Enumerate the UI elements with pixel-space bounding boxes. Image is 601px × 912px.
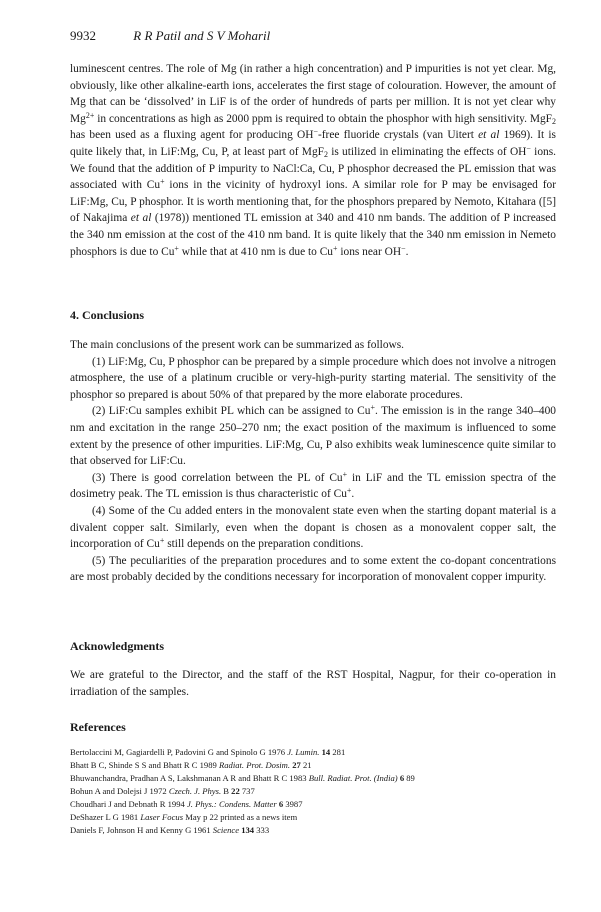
text-run: J. Phys.: Condens. Matter	[186, 799, 277, 809]
text-run: Daniels F, Johnson H and Kenny G 1961	[70, 825, 213, 835]
text-run: (1) LiF:Mg, Cu, P phosphor can be prepared by a simple procedure which does not involve a nitrogen atmosphere, the use of a platinum crucible or very-high-purity starting material. The sensitivity of the phosphor so prepared is about 50% of that prepared by the more elaborate procedures.	[70, 355, 556, 401]
conclusion-item	[70, 503, 556, 553]
text-run: 6	[278, 799, 284, 809]
text-run: .	[351, 488, 355, 501]
conclusion-item	[70, 403, 556, 469]
text-run: 333	[254, 825, 270, 835]
text-run: 21	[300, 760, 312, 770]
running-head-authors: R R Patil and S V Moharil	[133, 28, 271, 43]
text-run: (5) The peculiarities of the preparation procedures and to some extent the co-dopant concentrations are most probably decided by the conditions necessary for incorporation of monovalent copper impurity.	[70, 554, 556, 584]
text-run: in concentrations as high as 2000 ppm is required to obtain the phosphor with high sensitivity. MgF	[94, 112, 553, 125]
text-run: luminescent centres. The role of Mg (in rather a high concentration) and P impurities is not yet clear. Mg, obviously, like other alkaline-earth ions, accelerates the first stage of colouration. However, the amount of Mg that can be ‘dissolved’ in LiF is of the order of hundreds of parts per million. It is not yet clear why Mg	[70, 63, 556, 125]
text-run: while that at 410 nm is due to Cu	[178, 245, 333, 258]
text-run: May p 22 printed as a news item	[183, 812, 298, 822]
text-run: Bull. Radiat. Prot. (India)	[308, 773, 398, 783]
reference-entry	[70, 824, 556, 837]
text-run: . The emission is in the range 340–400 nm and excitation in the range 250–270 nm; the exact position of the maximum is influenced to some extent by the presence of other impurities. LiF:Mg, Cu, P also exhibits weak luminescence quite similar to that observed for LiF:Cu.	[70, 405, 557, 468]
text-run: in LiF and the TL emission spectra of the dosimetry peak. The TL emission is thus characteristic of Cu	[70, 471, 556, 501]
text-run: +	[346, 486, 352, 496]
reference-entry	[70, 759, 556, 772]
text-run: −	[401, 243, 406, 253]
text-run: (3) There is good correlation between the PL of Cu	[92, 471, 343, 484]
text-run: 3987	[283, 799, 303, 809]
text-run: Bertolaccini M, Gagiardelli P, Padovini G and Spinolo G 1976	[70, 747, 288, 757]
text-run: B	[221, 786, 232, 796]
text-run: 2+	[85, 110, 95, 120]
text-run: still depends on the preparation conditions.	[164, 538, 364, 551]
reference-entry	[70, 811, 556, 824]
running-header	[70, 28, 270, 44]
text-run: +	[159, 536, 165, 546]
text-run: +	[174, 243, 179, 253]
conclusion-item	[70, 470, 556, 503]
text-run: et al	[478, 129, 500, 142]
text-run: Radiat. Prot. Dosim.	[218, 760, 291, 770]
text-run: Choudhari J and Debnath R 1994	[70, 799, 187, 809]
text-run: .	[405, 245, 409, 258]
text-run: Czech. J. Phys.	[168, 786, 222, 796]
text-run: ions near OH	[337, 245, 402, 258]
text-run: 14	[321, 747, 331, 757]
intro-paragraph	[70, 61, 556, 260]
reference-entry	[70, 772, 556, 785]
text-run: J. Lumin.	[287, 747, 320, 757]
text-run: +	[342, 469, 348, 479]
text-run: 737	[239, 786, 255, 796]
conclusions-heading: 4. Conclusions	[70, 308, 145, 322]
text-run: 281	[330, 747, 346, 757]
text-run: et al	[130, 212, 152, 225]
text-run: -free fluoride crystals (van Uitert	[317, 129, 479, 142]
text-run: Bohun A and Dolejsi J 1972	[70, 786, 169, 796]
text-run: has been used as a fluxing agent for producing OH	[70, 129, 314, 142]
text-run: +	[333, 243, 338, 253]
reference-entry	[70, 746, 556, 759]
conclusions-body	[70, 337, 556, 586]
conclusion-item	[70, 354, 556, 404]
text-run: 27	[292, 760, 301, 770]
text-run: −	[313, 127, 318, 137]
text-run: Science	[212, 825, 240, 835]
text-run: 2	[552, 116, 556, 126]
text-run: (4) Some of the Cu added enters in the monovalent state even when the starting dopant material is a divalent copper salt. Similarly, even when the dopant is chosen as a monovalent copper salt, the incorporation of Cu	[70, 504, 556, 551]
text-run: DeShazer L G 1981	[70, 812, 141, 822]
acknowledgments-heading: Acknowledgments	[70, 639, 165, 653]
references-heading: References	[70, 720, 126, 734]
reference-entry	[70, 798, 556, 811]
text-run: Bhuwanchandra, Pradhan A S, Lakshmanan A R and Bhatt R C 1983	[70, 773, 309, 783]
text-run: −	[526, 143, 531, 153]
text-run: 134	[241, 825, 255, 835]
text-run: 6	[399, 773, 405, 783]
text-run: 2	[323, 149, 328, 159]
conclusion-item	[70, 553, 556, 586]
text-run: +	[160, 177, 165, 187]
conclusions-lead: The main conclusions of the present work can be summarized as follows.	[70, 339, 405, 351]
text-run: 89	[404, 773, 415, 783]
acknowledgments-text: We are grateful to the Director, and the staff of the RST Hospital, Nagpur, for their co-operation in irradiation of the samples.	[70, 669, 556, 698]
text-run: +	[370, 403, 375, 413]
text-run: Laser Focus	[140, 812, 184, 822]
text-run: Bhatt B C, Shinde S S and Bhatt R C 1989	[70, 760, 219, 770]
text-run: 1969). It is quite likely that, in LiF:Mg, Cu, P, at least part of MgF	[70, 129, 556, 158]
text-run: ions. We found that the addition of P impurity to NaCl:Ca, Cu, P phosphor decreased the PL emission that was associated with Cu	[70, 145, 556, 192]
text-run: (2) LiF:Cu samples exhibit PL which can be assigned to Cu	[92, 405, 371, 418]
text-run: 22	[231, 786, 240, 796]
references-list	[70, 746, 556, 837]
text-run: ions in the vicinity of hydroxyl ions. A similar role for P may be envisaged for LiF:Mg, Cu, P phosphor. It is worth mentioning that, for the phosphors prepared by Nemoto, Kitahara ([5] of Nakajima	[70, 179, 556, 225]
text-run: is utilized in eliminating the effects of OH	[327, 145, 527, 158]
reference-entry	[70, 785, 556, 798]
text-run: (1978)) mentioned TL emission at 340 and 410 nm bands. The addition of P increased the 340 nm emission at the cost of the 410 nm band. It is quite likely that the 340 nm emission in Nemeto phosphors is due to Cu	[70, 212, 556, 258]
page-number: 9932	[70, 28, 96, 43]
